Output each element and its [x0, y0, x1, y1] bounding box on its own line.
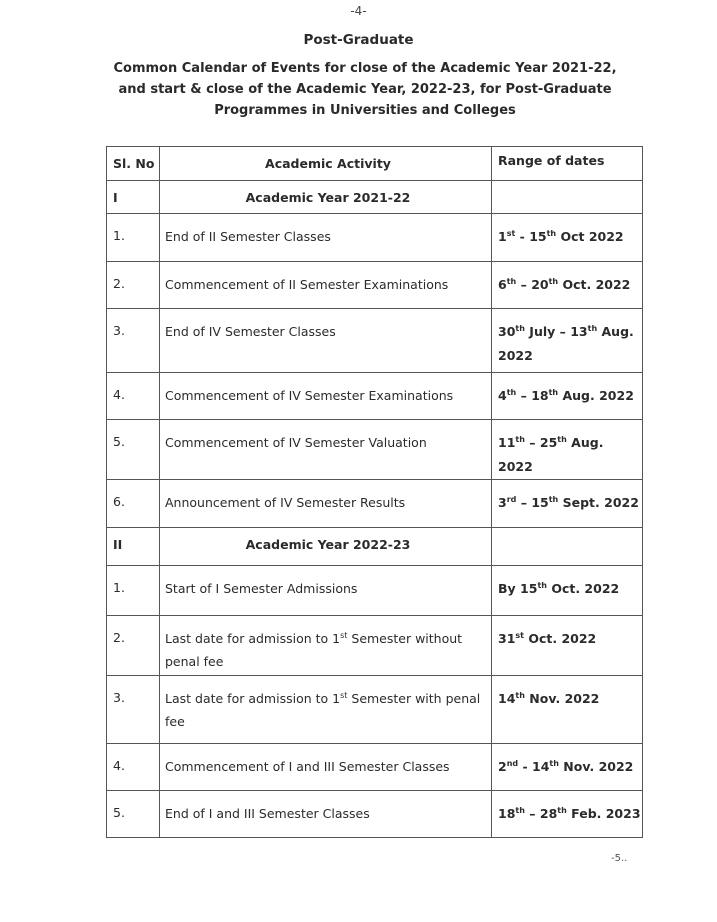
row-date-range: 4th – 18th Aug. 2022 — [492, 373, 643, 420]
table-row — [107, 616, 643, 676]
section-row — [107, 181, 643, 214]
row-number: 4. — [107, 744, 160, 791]
row-date-range: 1st - 15th Oct 2022 — [492, 214, 643, 262]
row-activity: Commencement of I and III Semester Classes — [160, 744, 492, 791]
row-date-range: 30th July – 13th Aug. 2022 — [492, 309, 643, 373]
row-date-range: 2nd - 14th Nov. 2022 — [492, 744, 643, 791]
table-row — [107, 480, 643, 528]
document-heading: Post-Graduate — [303, 32, 414, 48]
row-date-range: 14th Nov. 2022 — [492, 676, 643, 744]
row-number: 6. — [107, 480, 160, 528]
table-row — [107, 309, 643, 373]
row-number: 5. — [107, 420, 160, 480]
table-row — [107, 676, 643, 744]
header-range-of-dates: Range of dates — [492, 147, 643, 181]
row-activity: Last date for admission to 1st Semester without penal fee — [160, 616, 492, 676]
row-activity: Announcement of IV Semester Results — [160, 480, 492, 528]
row-number: 2. — [107, 616, 160, 676]
section-dates-empty — [492, 181, 643, 214]
row-activity: Commencement of II Semester Examinations — [160, 262, 492, 309]
header-academic-activity: Academic Activity — [160, 147, 492, 181]
row-activity: Commencement of IV Semester Examinations — [160, 373, 492, 420]
row-activity: End of I and III Semester Classes — [160, 791, 492, 838]
section-numeral: I — [107, 181, 160, 214]
table-row — [107, 262, 643, 309]
document-title: Common Calendar of Events for close of the Academic Year 2021-22, and start & close of the Academic Year, 2022-23, for Post-Graduate Programmes in Universities and Colleges — [113, 61, 617, 118]
table-row — [107, 791, 643, 838]
section-dates-empty — [492, 528, 643, 566]
section-row — [107, 528, 643, 566]
section-label: Academic Year 2022-23 — [160, 528, 492, 566]
table-header-row — [107, 147, 643, 181]
table-row — [107, 566, 643, 616]
row-activity: Start of I Semester Admissions — [160, 566, 492, 616]
row-date-range: 11th – 25th Aug. 2022 — [492, 420, 643, 480]
table-row — [107, 214, 643, 262]
row-activity: End of IV Semester Classes — [160, 309, 492, 373]
header-sl-no: Sl. No — [107, 147, 160, 181]
row-number: 1. — [107, 566, 160, 616]
row-activity: Last date for admission to 1st Semester with penal fee — [160, 676, 492, 744]
row-number: 5. — [107, 791, 160, 838]
row-number: 3. — [107, 309, 160, 373]
row-number: 3. — [107, 676, 160, 744]
row-date-range: 18th – 28th Feb. 2023 — [492, 791, 643, 838]
row-date-range: By 15th Oct. 2022 — [492, 566, 643, 616]
table-row — [107, 373, 643, 420]
page-number: -4- — [350, 4, 367, 18]
row-activity: Commencement of IV Semester Valuation — [160, 420, 492, 480]
table-row — [107, 744, 643, 791]
next-page-marker: -5.. — [611, 853, 628, 864]
calendar-table — [106, 146, 643, 838]
section-label: Academic Year 2021-22 — [160, 181, 492, 214]
row-date-range: 6th – 20th Oct. 2022 — [492, 262, 643, 309]
section-numeral: II — [107, 528, 160, 566]
row-date-range: 3rd – 15th Sept. 2022 — [492, 480, 643, 528]
table-row — [107, 420, 643, 480]
row-number: 2. — [107, 262, 160, 309]
row-activity: End of II Semester Classes — [160, 214, 492, 262]
row-date-range: 31st Oct. 2022 — [492, 616, 643, 676]
row-number: 1. — [107, 214, 160, 262]
row-number: 4. — [107, 373, 160, 420]
